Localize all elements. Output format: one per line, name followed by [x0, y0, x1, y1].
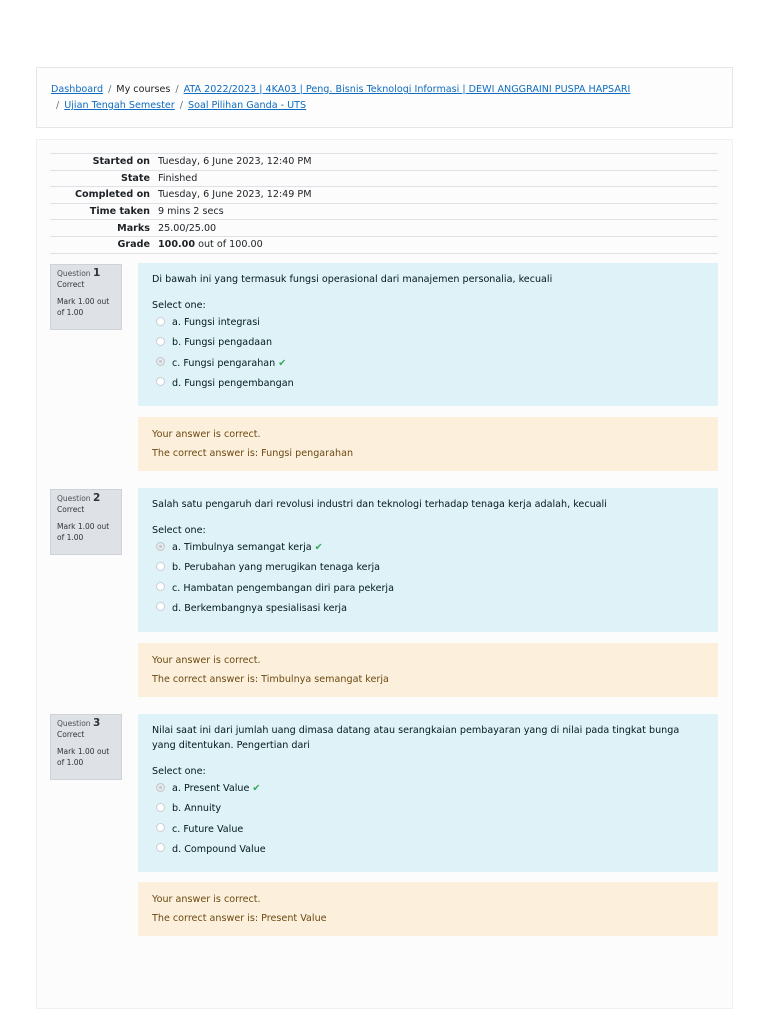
answer-feedback: [138, 417, 718, 471]
question-info: [50, 714, 122, 780]
answer-option[interactable]: [152, 779, 704, 799]
grade-out-of: out of 100.00: [195, 239, 263, 251]
answer-option-label: b. Fungsi pengadaan: [172, 337, 273, 349]
question-text: Nilai saat ini dari jumlah uang dimasa datang atau serangkaian pembayaran yang di nilai pada tingkat bunga yang ditentukan. Pengertian dari: [152, 725, 680, 751]
question-status: Correct: [57, 505, 85, 514]
breadcrumb-separator: /: [175, 84, 179, 95]
answer-option[interactable]: [152, 538, 704, 558]
answer-option-label: b. Perubahan yang merugikan tenaga kerja: [172, 562, 381, 574]
answer-option[interactable]: [152, 840, 704, 860]
feedback-text: Your answer is correct.: [152, 894, 261, 905]
answer-option[interactable]: [152, 599, 704, 619]
radio-button-selected[interactable]: [156, 357, 165, 366]
summary-label: Started on: [92, 156, 150, 168]
summary-label: Time taken: [89, 206, 150, 218]
summary-value: 25.00/25.00: [158, 222, 217, 234]
check-icon: ✔: [252, 783, 261, 794]
check-icon: ✔: [278, 357, 287, 369]
question-mark: Mark 1.00 out of 1.00: [57, 522, 110, 542]
breadcrumb-line-1: [51, 84, 630, 96]
breadcrumb-quiz-link[interactable]: Soal Pilihan Ganda - UTS: [188, 100, 307, 111]
answer-option[interactable]: [152, 333, 704, 353]
attempt-summary-table: [50, 153, 718, 254]
breadcrumb-course-link[interactable]: ATA 2022/2023 | 4KA03 | Peng. Bisnis Teknologi Informasi | DEWI ANGGRAINI PUSPA HAPSARI: [183, 84, 631, 95]
correct-answer-text: The correct answer is: Present Value: [152, 913, 327, 924]
summary-row: [50, 220, 718, 237]
summary-label: Marks: [117, 222, 150, 234]
radio-button[interactable]: [156, 823, 165, 832]
radio-button-selected[interactable]: [156, 783, 165, 792]
radio-button[interactable]: [156, 317, 165, 326]
breadcrumb-my-courses: My courses: [116, 84, 171, 95]
breadcrumb-line-2: [51, 100, 306, 112]
question-text: Di bawah ini yang termasuk fungsi operasional dari manajemen personalia, kecuali: [152, 274, 553, 285]
summary-row-grade: [50, 236, 718, 253]
question-text: Salah satu pengaruh dari revolusi industri dan teknologi terhadap tenaga kerja adalah, kecuali: [152, 499, 607, 510]
grade-value: [155, 236, 718, 253]
summary-label: State: [120, 172, 150, 184]
feedback-text: Your answer is correct.: [152, 655, 261, 666]
question-number: 1: [92, 267, 101, 279]
question-status: Correct: [57, 280, 85, 289]
select-one-label: Select one:: [152, 300, 206, 311]
radio-button[interactable]: [156, 843, 165, 852]
breadcrumb-separator: /: [179, 100, 183, 111]
radio-button[interactable]: [156, 582, 165, 591]
radio-button[interactable]: [156, 562, 165, 571]
summary-value: Tuesday, 6 June 2023, 12:49 PM: [158, 189, 312, 201]
feedback-text: Your answer is correct.: [152, 429, 261, 440]
answer-option-label: d. Compound Value: [172, 843, 266, 855]
question-content: [138, 263, 718, 406]
summary-value: Tuesday, 6 June 2023, 12:40 PM: [158, 156, 312, 168]
question-number: 2: [92, 492, 101, 504]
grade-label: Grade: [117, 239, 150, 251]
question-number: 3: [92, 717, 101, 729]
answer-option[interactable]: [152, 799, 704, 819]
answer-option[interactable]: [152, 374, 704, 394]
correct-answer-text: The correct answer is: Fungsi pengarahan: [152, 448, 354, 459]
question-content: [138, 714, 718, 872]
radio-button[interactable]: [156, 377, 165, 386]
answer-option-label: d. Fungsi pengembangan: [172, 377, 294, 389]
radio-button[interactable]: [156, 602, 165, 611]
question-status: Correct: [57, 730, 85, 739]
answer-option-label: a. Timbulnya semangat kerja: [172, 542, 312, 553]
select-one-label: Select one:: [152, 525, 206, 536]
summary-row: [50, 203, 718, 220]
summary-label: Completed on: [74, 189, 150, 201]
radio-button[interactable]: [156, 803, 165, 812]
breadcrumb-separator: /: [108, 84, 112, 95]
answer-option-label: b. Annuity: [172, 803, 222, 815]
breadcrumb-dashboard-link[interactable]: Dashboard: [51, 84, 104, 95]
summary-value: Finished: [158, 172, 198, 184]
answer-option-label: c. Future Value: [172, 823, 244, 835]
answer-option[interactable]: [152, 354, 704, 374]
answer-feedback: [138, 882, 718, 936]
answer-option[interactable]: [152, 579, 704, 599]
summary-row: [50, 154, 718, 171]
summary-row: [50, 187, 718, 204]
summary-value: 9 mins 2 secs: [158, 206, 224, 218]
answer-option-label: a. Present Value: [172, 783, 250, 794]
correct-answer-text: The correct answer is: Timbulnya semangat kerja: [152, 674, 389, 685]
answer-option-label: a. Fungsi integrasi: [172, 317, 260, 328]
summary-row: [50, 170, 718, 187]
question-word: Question: [57, 269, 91, 278]
question-word: Question: [57, 494, 91, 503]
breadcrumb-section-link[interactable]: Ujian Tengah Semester: [64, 100, 175, 111]
question-mark: Mark 1.00 out of 1.00: [57, 747, 110, 767]
question-word: Question: [57, 719, 91, 728]
question-info: [50, 489, 122, 555]
check-icon: ✔: [314, 542, 323, 553]
answer-option-label: c. Hambatan pengembangan diri para pekerja: [172, 582, 394, 594]
grade-score: 100.00: [158, 239, 196, 251]
answer-option-label: d. Berkembangnya spesialisasi kerja: [172, 602, 347, 614]
answer-feedback: [138, 643, 718, 697]
breadcrumb: [36, 67, 733, 128]
answer-option-label: c. Fungsi pengarahan: [172, 357, 276, 369]
breadcrumb-separator: /: [56, 100, 60, 111]
radio-button[interactable]: [156, 337, 165, 346]
question-mark: Mark 1.00 out of 1.00: [57, 297, 110, 317]
answer-option[interactable]: [152, 820, 704, 840]
radio-button-selected[interactable]: [156, 542, 165, 551]
question-info: [50, 264, 122, 330]
answer-option[interactable]: [152, 313, 704, 333]
question-content: [138, 488, 718, 632]
select-one-label: Select one:: [152, 766, 206, 777]
answer-option[interactable]: [152, 558, 704, 578]
